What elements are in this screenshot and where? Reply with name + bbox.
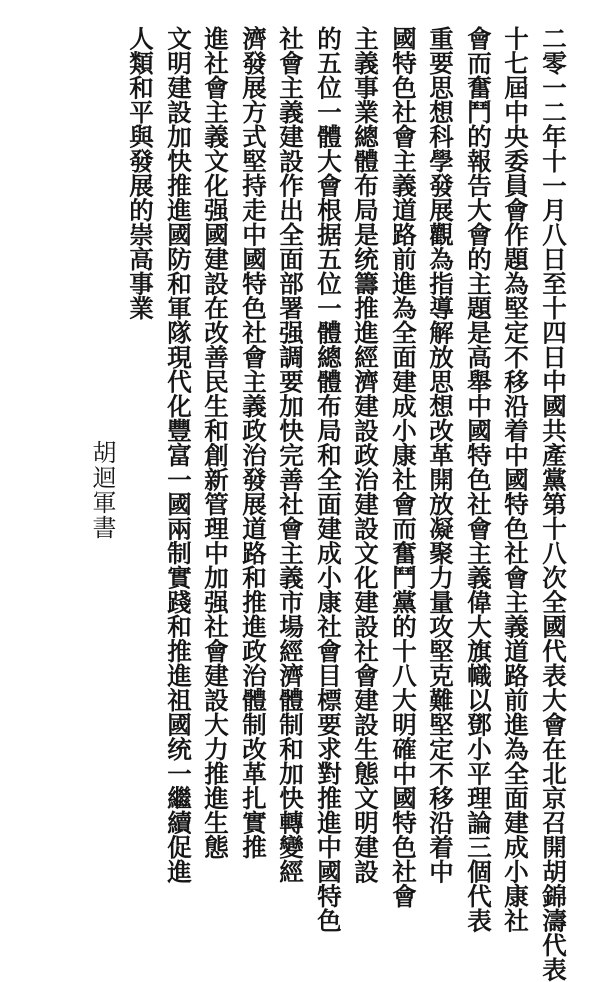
text-column-7: 的五位一體大會根据五位一體總體布局和全面建成小康社會目標要求對推進中國特色 bbox=[314, 26, 343, 933]
text-column-3: 會而奮鬥的報告大會的主題是高舉中國特色社會主義偉大旗幟以鄧小平理論三個代表 bbox=[464, 26, 493, 933]
text-column-4: 重要思想科學發展觀為指導解放思想改革開放凝聚力量攻堅克難堅定不移沿着中 bbox=[426, 26, 455, 884]
text-column-2: 十七屆中央委員會作題為堅定不移沿着中國特色社會主義道路前進為全面建成小康社 bbox=[501, 26, 530, 933]
text-column-12: 人類和平與發展的崇高事業 bbox=[126, 26, 155, 320]
text-column-8: 社會主義建設作出全面部署强調要加快完善社會主義市場經濟體制和加快轉變經 bbox=[276, 26, 305, 884]
text-column-6: 主義事業總體布局是统籌推進經濟建設政治建設文化建設社會建設生態文明建設 bbox=[351, 26, 380, 884]
text-column-1: 二零一二年十一月八日至十四日中國共產黨第十八次全國代表大會在北京召開胡錦濤代表 bbox=[539, 26, 568, 982]
text-column-5: 國特色社會主義道路前進為全面建成小康社會而奮鬥黨的十八大明確中國特色社會 bbox=[389, 26, 418, 908]
text-column-10: 進社會主義文化强國建設在改善民生和創新管理中加强社會建設大力推進生態 bbox=[201, 26, 230, 859]
signature: 胡迴軍書 bbox=[88, 440, 116, 540]
text-column-11: 文明建設加快推進國防和軍隊現代化豐富一國兩制實踐和推進祖國统一繼續促進 bbox=[164, 26, 193, 884]
text-column-9: 濟發展方式堅持走中國特色社會主義政治發展道路和推進政治體制改革扎實推 bbox=[239, 26, 268, 859]
